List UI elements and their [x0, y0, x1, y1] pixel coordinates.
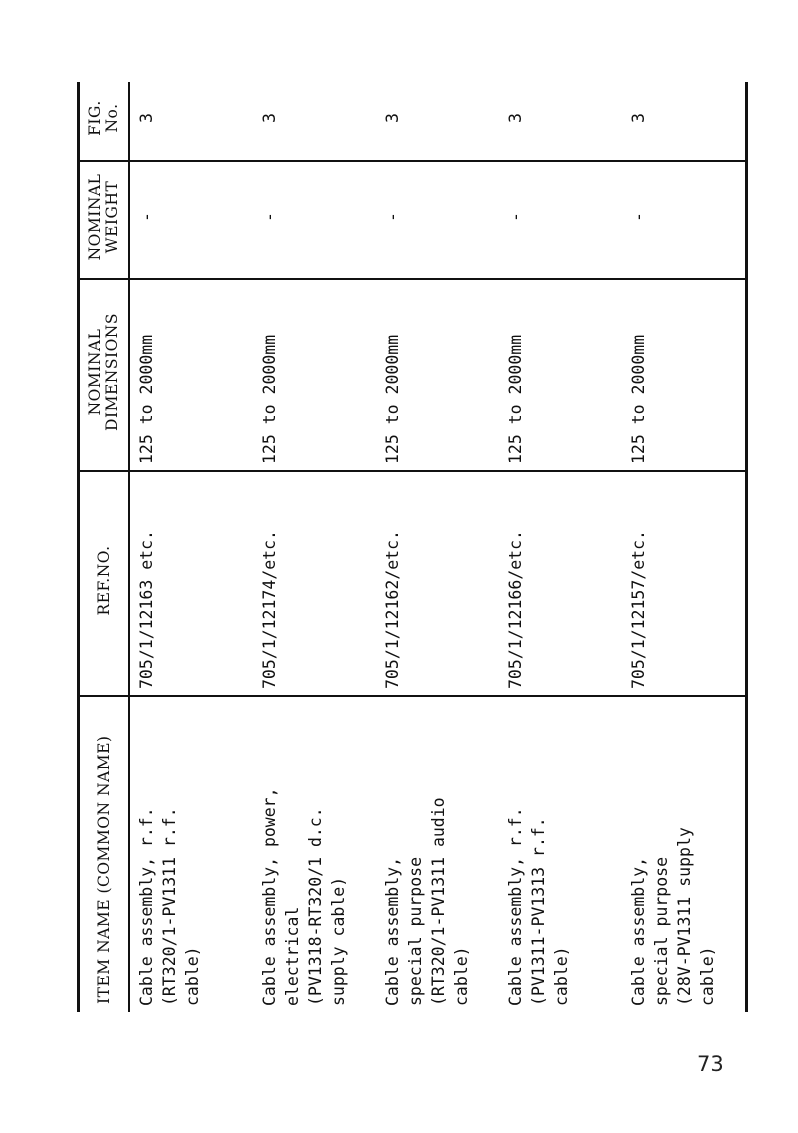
- ref-no-cell: 705/1/12166/etc.: [499, 471, 622, 696]
- header-nominal-weight: [79, 161, 130, 279]
- header-nominal-dimensions-line1: NOMINAL: [86, 328, 104, 416]
- fig-cell: 3: [622, 82, 747, 161]
- page-number: 73: [697, 1052, 724, 1076]
- header-ref-no: REF.NO.: [79, 471, 130, 696]
- weight-cell: -: [499, 161, 622, 279]
- header-nominal-dimensions: [79, 279, 130, 471]
- header-nominal-weight-line1: NOMINAL: [86, 173, 104, 261]
- header-fig-no-line2: No.: [103, 103, 121, 133]
- ref-no-cell: 705/1/12162/etc.: [376, 471, 499, 696]
- fig-cell: 3: [129, 82, 253, 161]
- header-item-name: ITEM NAME (COMMON NAME): [79, 696, 130, 1012]
- weight-cell: -: [253, 161, 376, 279]
- table-row: [376, 82, 499, 1012]
- weight-cell: -: [129, 161, 253, 279]
- dimensions-cell: 125 to 2000mm: [129, 279, 253, 471]
- item-name-cell: Cable assembly, special purpose (28V-PV1311 supply cable): [622, 696, 747, 1012]
- equipment-table-rotated: [77, 82, 717, 1012]
- item-name-cell: Cable assembly, power, electrical (PV1318-RT320/1 d.c. supply cable): [260, 787, 348, 1006]
- table-row: [129, 82, 253, 1012]
- table-row: [622, 82, 747, 1012]
- ref-no-cell: 705/1/12157/etc.: [622, 471, 747, 696]
- header-nominal-dimensions-line2: DIMENSIONS: [103, 313, 121, 431]
- weight-cell: -: [376, 161, 499, 279]
- item-name-cell: Cable assembly, r.f. (PV1311-PV1313 r.f. cable): [506, 807, 571, 1006]
- dimensions-cell: 125 to 2000mm: [376, 279, 499, 471]
- dimensions-cell: 125 to 2000mm: [253, 279, 376, 471]
- table-row: [499, 82, 622, 1012]
- table-row: [253, 82, 376, 1012]
- header-fig-no-line1: FIG.: [86, 100, 104, 136]
- weight-cell: -: [622, 161, 747, 279]
- ref-no-cell: 705/1/12163 etc.: [129, 471, 253, 696]
- header-nominal-weight-line2: WEIGHT: [103, 180, 121, 254]
- dimensions-cell: 125 to 2000mm: [622, 279, 747, 471]
- fig-cell: 3: [253, 82, 376, 161]
- header-fig-no: [79, 82, 130, 161]
- equipment-table: [77, 82, 748, 1012]
- ref-no-cell: 705/1/12174/etc.: [253, 471, 376, 696]
- fig-cell: 3: [499, 82, 622, 161]
- table-header-row: [79, 82, 130, 1012]
- fig-cell: 3: [376, 82, 499, 161]
- dimensions-cell: 125 to 2000mm: [499, 279, 622, 471]
- item-name-cell: Cable assembly, special purpose (RT320/1-PV1311 audio cable): [383, 797, 471, 1006]
- item-name-cell: Cable assembly, r.f. (RT320/1-PV1311 r.f. cable): [137, 807, 202, 1006]
